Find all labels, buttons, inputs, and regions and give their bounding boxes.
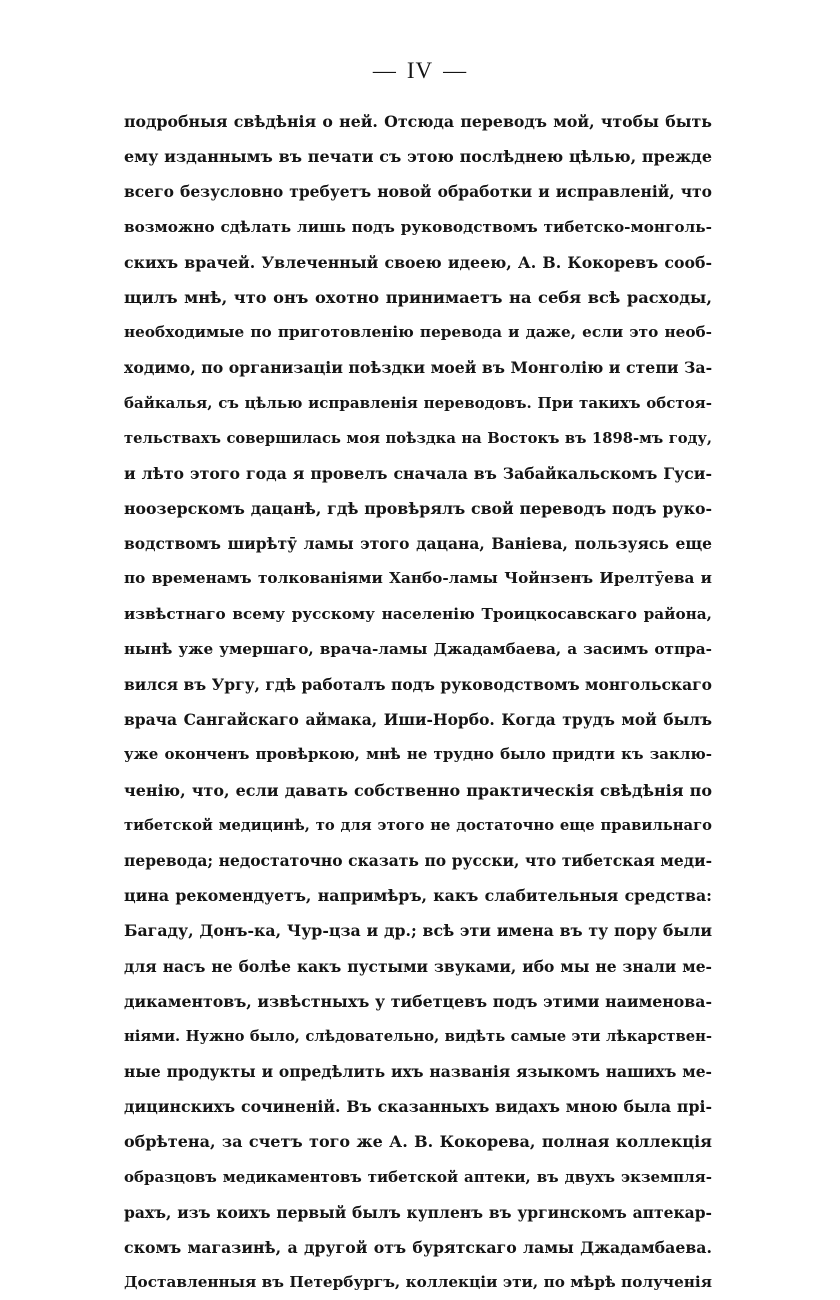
text-line: ноозерскомъ дацанѣ, гдѣ провѣрялъ свой переводъ подъ руко- bbox=[124, 499, 712, 519]
text-line: необходимые по приготовленію перевода и даже, если это необ- bbox=[124, 323, 712, 342]
text-line: дикаментовъ, извѣстныхъ у тибетцевъ подъ этими наименова- bbox=[124, 991, 712, 1011]
text-line: перевода; недостаточно сказать по русски, что тибетская меди- bbox=[124, 850, 712, 870]
text-line: обрѣтена, за счетъ того же А. В. Кокорева, полная коллекція bbox=[124, 1132, 712, 1152]
body-text bbox=[124, 104, 712, 1300]
text-line: вился въ Ургу, гдѣ работалъ подъ руководствомъ монгольскаго bbox=[124, 675, 712, 694]
text-line: цина рекомендуетъ, напримѣръ, какъ слабительныя средства: bbox=[124, 886, 712, 906]
text-line: Доставленныя въ Петербургъ, коллекціи эти, по мѣрѣ полученія bbox=[124, 1273, 712, 1292]
page-number-header bbox=[0, 58, 840, 84]
text-line: Багаду, Донъ-ка, Чур-цза и др.; всѣ эти имена въ ту пору были bbox=[124, 921, 712, 941]
text-line: извѣстнаго всему русскому населенію Троицкосавскаго района, bbox=[124, 604, 712, 623]
text-line: ходимо, по организаціи поѣздки моей въ Монголію и степи За- bbox=[124, 358, 712, 378]
text-line: водствомъ ширѣтӯ ламы этого дацана, Ваніева, пользуясь еще bbox=[124, 534, 712, 554]
text-line: байкалья, съ цѣлью исправленія переводовъ. При такихъ обстоя- bbox=[124, 393, 712, 412]
page-number: IV bbox=[406, 58, 434, 83]
text-line: скомъ магазинѣ, а другой отъ бурятскаго ламы Джадамбаева. bbox=[124, 1238, 712, 1257]
text-line: ченію, что, если давать собственно практическія свѣдѣнія по bbox=[124, 780, 712, 800]
text-line: возможно сдѣлать лишь подъ руководствомъ тибетско-монголь- bbox=[124, 217, 712, 236]
text-line: и лѣто этого года я провелъ сначала въ Забайкальскомъ Гуси- bbox=[124, 463, 712, 483]
text-line: для насъ не болѣе какъ пустыми звуками, ибо мы не знали ме- bbox=[124, 956, 712, 976]
text-line: тибетской медицинѣ, то для этого не достаточно еще правильнаго bbox=[124, 816, 712, 834]
text-line: врача Сангайскаго аймака, Иши-Норбо. Когда трудъ мой былъ bbox=[124, 710, 712, 730]
text-line: всего безусловно требуетъ новой обработки и исправленій, что bbox=[124, 182, 712, 202]
text-line: дицинскихъ сочиненій. Въ сказанныхъ видахъ мною была прі- bbox=[124, 1097, 712, 1117]
text-line: уже оконченъ провѣркою, мнѣ не трудно было придти къ заклю- bbox=[124, 745, 712, 764]
text-line: тельствахъ совершилась моя поѣздка на Востокъ въ 1898-мъ году, bbox=[124, 429, 712, 447]
text-line: скихъ врачей. Увлеченный своею идеею, А. В. Кокоревъ сооб- bbox=[124, 252, 712, 272]
text-line: рахъ, изъ коихъ первый былъ купленъ въ ургинскомъ аптекар- bbox=[124, 1202, 712, 1222]
text-line: щилъ мнѣ, что онъ охотно принимаетъ на себя всѣ расходы, bbox=[124, 287, 712, 307]
text-line: нынѣ уже умершаго, врача-ламы Джадамбаева, а засимъ отпра- bbox=[124, 639, 712, 658]
text-line: ные продукты и опредѣлить ихъ названія языкомъ нашихъ ме- bbox=[124, 1062, 712, 1082]
left-dash: — bbox=[372, 58, 397, 83]
right-dash: — bbox=[443, 58, 468, 83]
text-line: ніями. Нужно было, слѣдовательно, видѣть самые эти лѣкарствен- bbox=[124, 1027, 712, 1045]
text-line: подробныя свѣдѣнія о ней. Отсюда переводъ мой, чтобы быть bbox=[124, 112, 712, 131]
text-line: по временамъ толкованіями Ханбо-ламы Чойнзенъ Ирелтӯева и bbox=[124, 569, 712, 588]
text-line: образцовъ медикаментовъ тибетской аптеки, въ двухъ экземпля- bbox=[124, 1167, 712, 1186]
text-line: ему изданнымъ въ печати съ этою послѣднею цѣлью, прежде bbox=[124, 147, 712, 167]
